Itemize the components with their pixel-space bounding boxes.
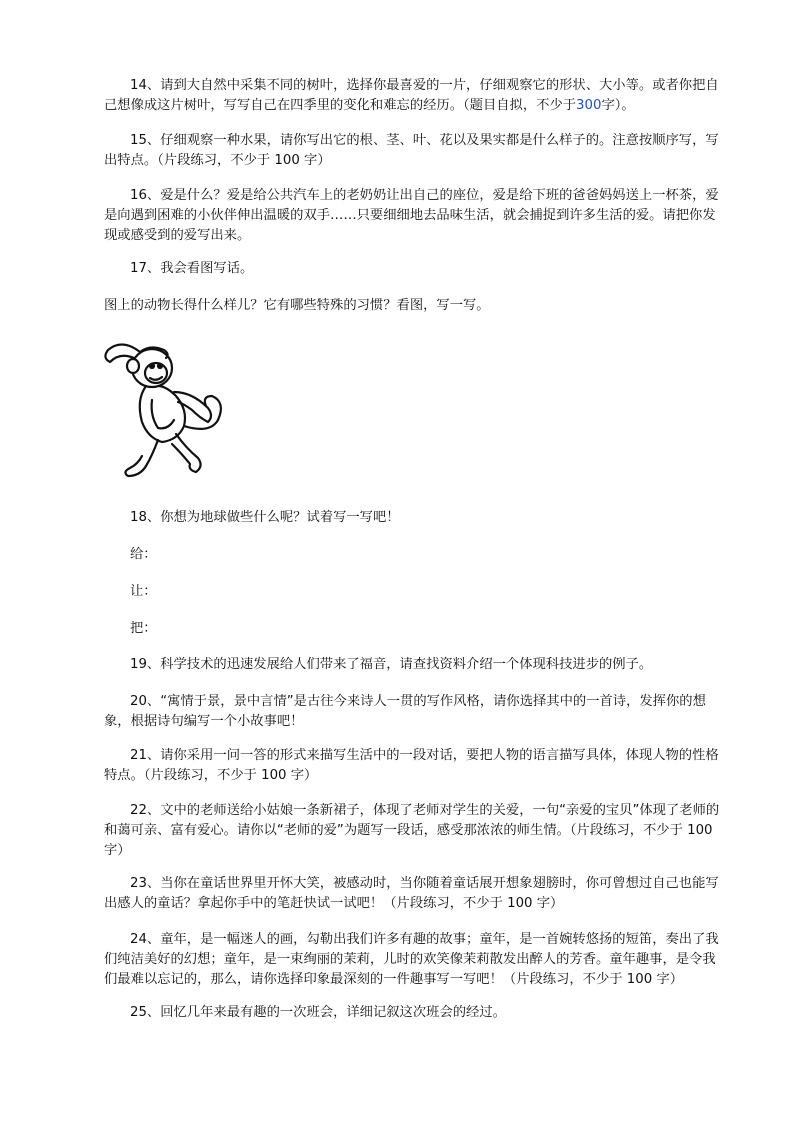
- question-20: 20、“寓情于景，景中言情”是古往今来诗人一贯的写作风格，请你选择其中的一首诗，发挥你的想象，根据诗句编写一个小故事吧！: [104, 694, 706, 729]
- question-14-number: 300: [576, 98, 602, 113]
- question-23: 23、当你在童话世界里开怀大笑，被感动时，当你随着童话展开想象翅膀时，你可曾想过自己也能写出感人的童话？拿起你手中的笔赶快试一试吧！（片段练习，不少于 100 字）: [104, 876, 719, 911]
- monkey-illustration: [100, 330, 240, 482]
- question-14-text: 14、请到大自然中采集不同的树叶，选择你最喜爱的一片，仔细观察它的形状、大小等。或者你把自己想像成这片树叶，写写自己在四季里的变化和难忘的经历。（题目自拟，不少于: [104, 78, 719, 113]
- question-14: [104, 76, 724, 116]
- question-15: 15、仔细观察一种水果，请你写出它的根、茎、叶、花以及果实都是什么样子的。注意按顺序写，写出特点。（片段练习，不少于 100 字）: [104, 133, 719, 168]
- question-14-suffix: 字）。: [601, 98, 635, 113]
- question-17-prompt: 图上的动物长得什么样儿？它有哪些特殊的习惯？看图，写一写。: [104, 298, 490, 313]
- question-25: 25、回忆几年来最有趣的一次班会，详细记叙这次班会的经过。: [130, 1005, 506, 1020]
- question-19: 19、科学技术的迅速发展给人们带来了福音，请查找资料介绍一个体现科技进步的例子。: [130, 657, 653, 672]
- question-16: 16、爱是什么？爱是给公共汽车上的老奶奶让出自己的座位，爱是给下班的爸爸妈妈送上一杯茶，爱是向遇到困难的小伙伴伸出温暖的双手……只要细细地去品味生活，就会捕捉到许多生活的爱。请把你发现或感受到的爱写出来。: [104, 188, 719, 243]
- question-21: 21、请你采用一问一答的形式来描写生活中的一段对话，要把人物的语言描写具体，体现人物的性格特点。（片段练习，不少于 100 字）: [104, 748, 719, 783]
- answer-line-let: 让：: [130, 584, 157, 599]
- question-24: 24、童年，是一幅迷人的画，勾勒出我们许多有趣的故事；童年，是一首婉转悠扬的短笛，奏出了我们纯洁美好的幻想；童年，是一束绚丽的茉莉，儿时的欢笑像茉莉散发出醉人的芳香。童年趣事，是令我们最难以忘记的，那么，请你选择印象最深刻的一件趣事写一写吧！（片段练习，不少于 100 字）: [104, 932, 719, 987]
- answer-line-put: 把：: [130, 621, 157, 636]
- question-22: 22、文中的老师送给小姑娘一条新裙子，体现了老师对学生的关爱，一句“亲爱的宝贝”体现了老师的和蔼可亲、富有爱心。请你以“老师的爱”为题写一段话，感受那浓浓的师生情。（片段练习，不少于 100 字）: [104, 803, 720, 858]
- question-18: 18、你想为地球做些什么呢？试着写一写吧！: [130, 510, 400, 525]
- question-17: 17、我会看图写话。: [130, 261, 254, 276]
- answer-line-give: 给：: [130, 547, 157, 562]
